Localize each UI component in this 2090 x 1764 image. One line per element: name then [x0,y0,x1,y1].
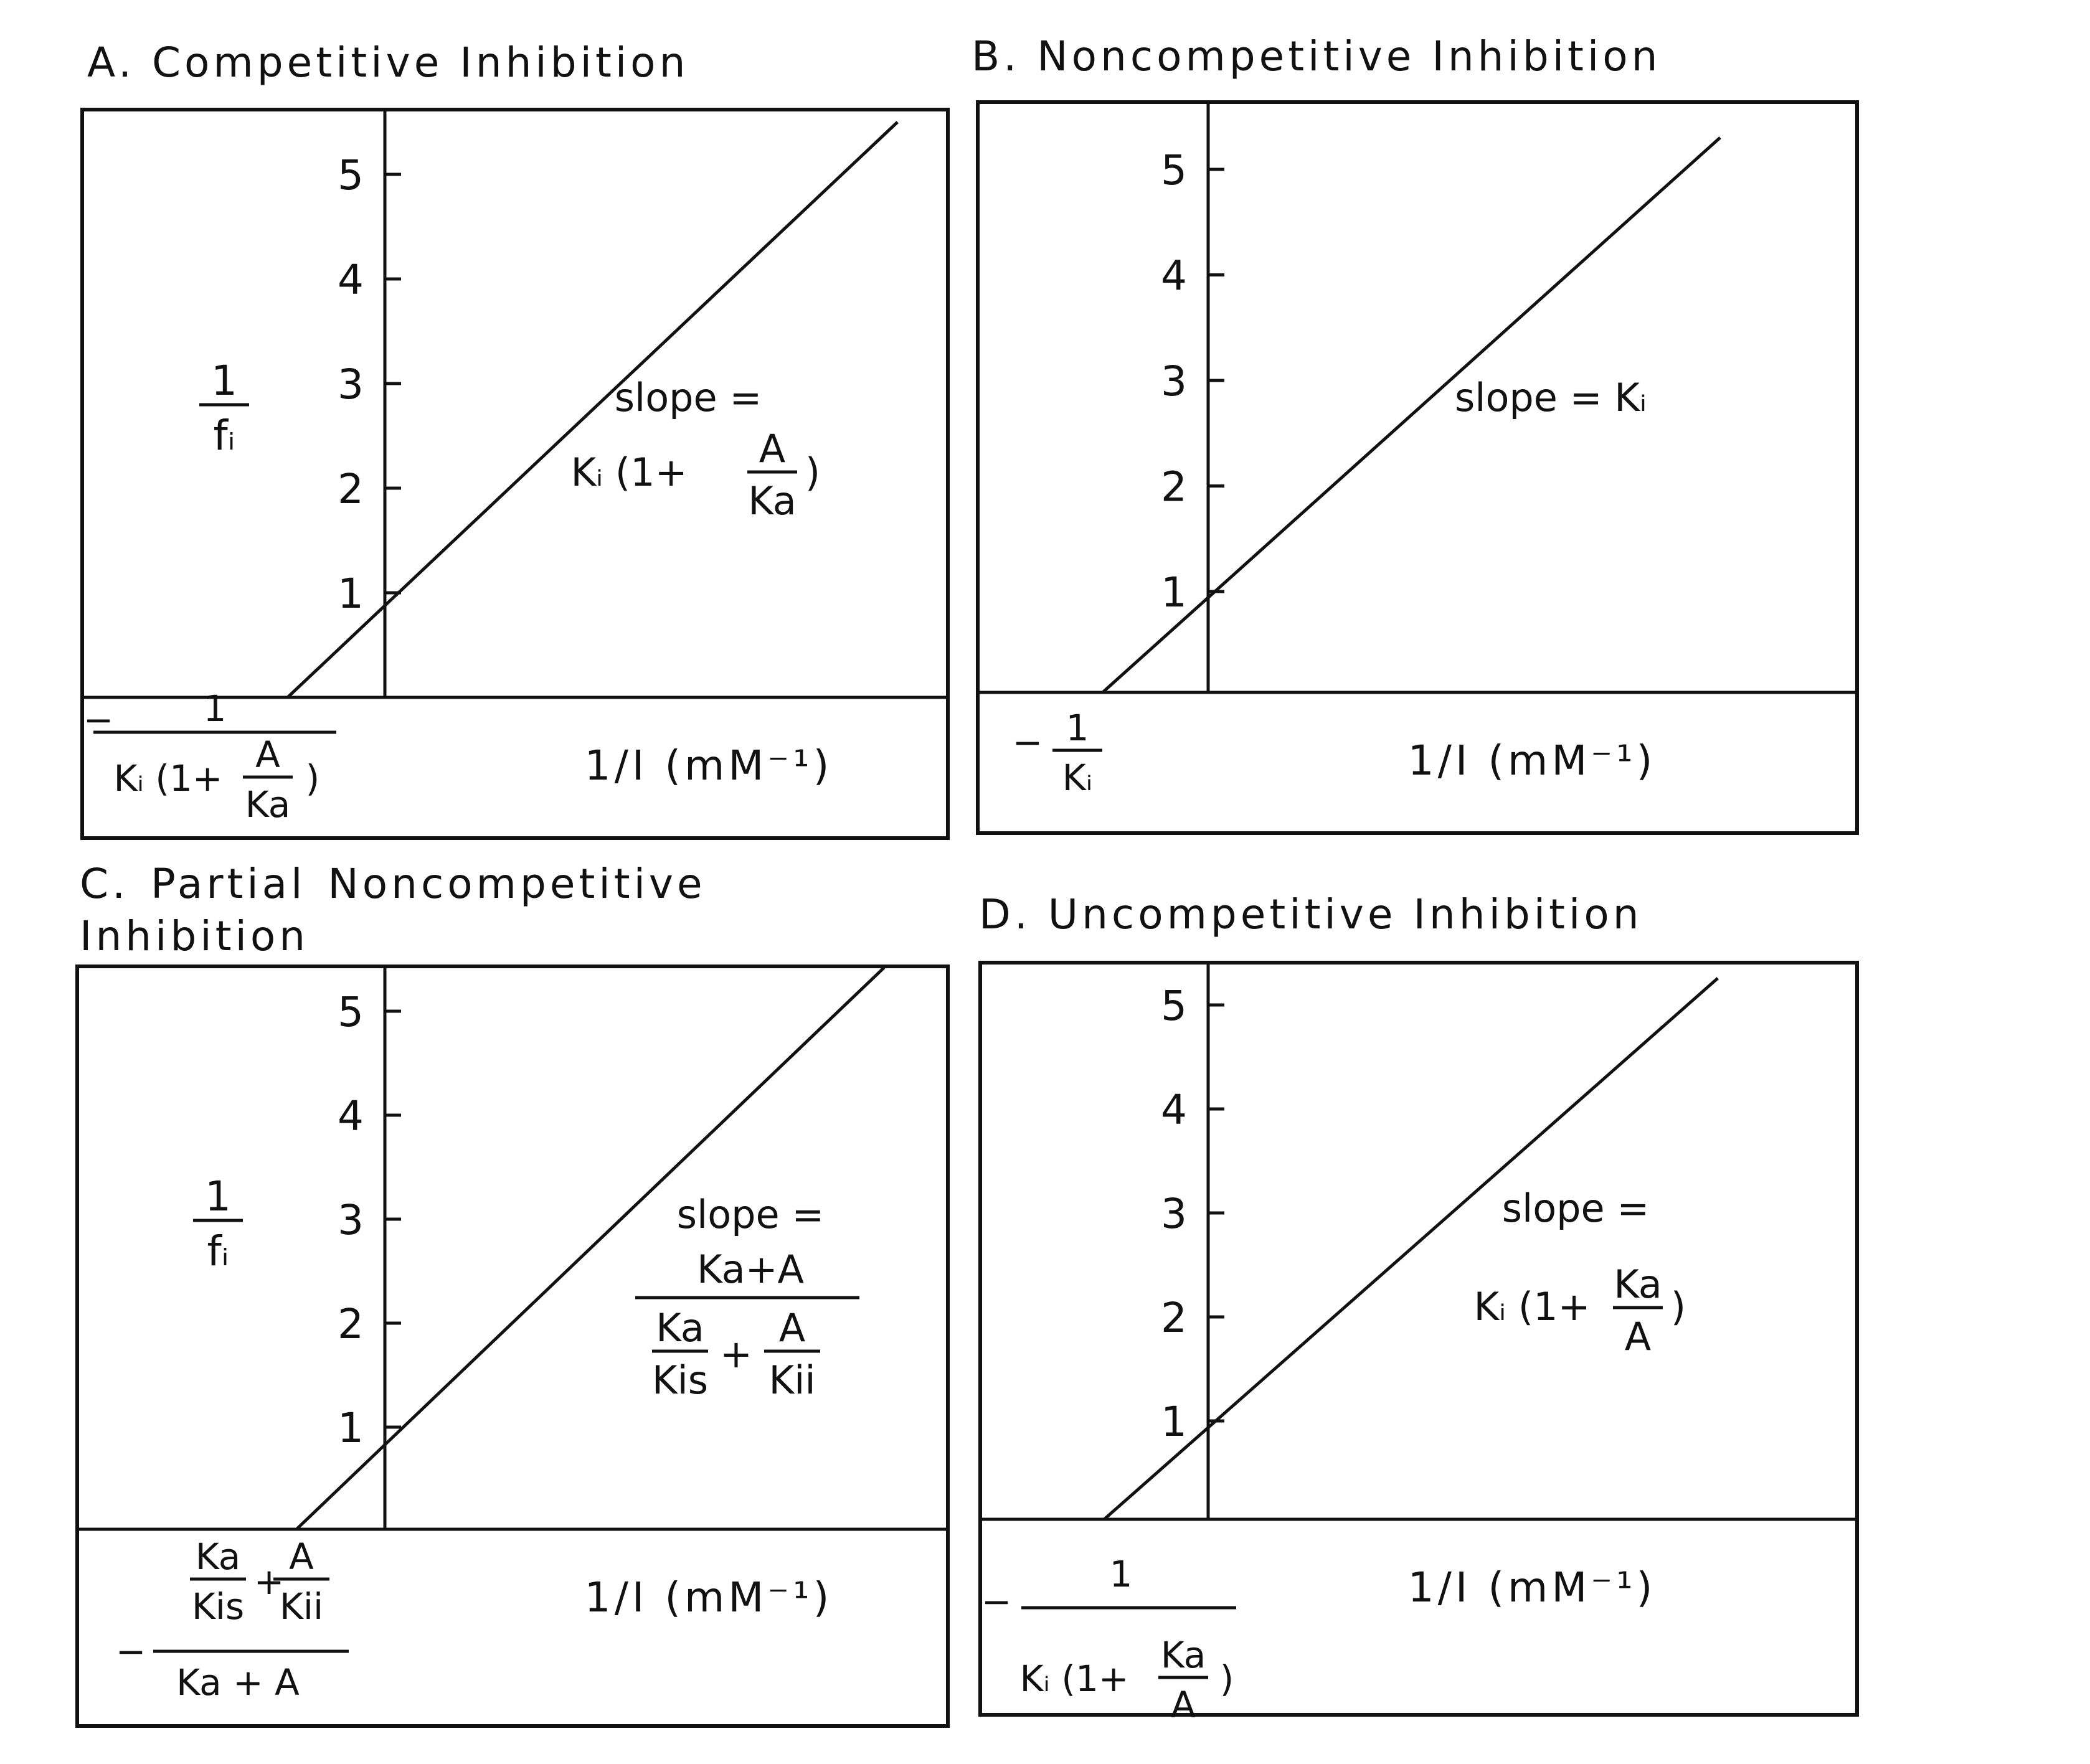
panel-0-y-axis-label-frac-num: 1 [211,357,237,405]
panel-2-xint-num-b-num: A [289,1535,314,1578]
panel-2-y-axis-label-frac-den: fᵢ [207,1227,229,1275]
panel-1-x-axis-label: 1/I (mM⁻¹) [1407,737,1657,785]
panel-2-slope-den-a-num: Ka [656,1305,704,1351]
panel-0-slope-close: ) [805,450,821,495]
panel-2-xint-plus: + [253,1560,285,1603]
panel-2-slope-plus: + [720,1331,752,1377]
panel-3-xint-num: 1 [1109,1553,1133,1595]
panel-0-slope-frac-den: Ka [748,478,797,524]
panel-2-xint-num-a-den: Kis [191,1585,245,1628]
panel-0-slope-ki: Kᵢ (1+ [570,450,688,495]
panel-2-ytick-label-4: 4 [338,1092,364,1140]
panel-3-xint-close: ) [1219,1658,1234,1700]
panel-c-title-text: C. Partial Noncompetitive Inhibition [80,860,706,960]
panel-0-ytick-label-2: 2 [338,465,364,513]
panel-1-frame [978,102,1857,833]
panel-0-slope-label: slope = [614,375,762,420]
panel-1-xint-frac-den: Kᵢ [1062,757,1093,799]
panel-2-xint-num-a-num: Ka [195,1535,241,1578]
panel-3-slope-label: slope = [1501,1186,1650,1231]
panel-3-ytick-label-1: 1 [1161,1398,1187,1446]
panel-3-xint-frac-num: Ka [1160,1634,1206,1676]
panel-1-ytick-label-1: 1 [1161,568,1187,616]
panel-1-ytick-label-4: 4 [1161,252,1187,300]
panel-0-slope-frac-num: A [759,426,786,471]
panel-0-xint-frac-den: Ka [245,783,291,826]
panel-d-title: D. Uncompetitive Inhibition [979,890,1643,938]
panel-0-ytick-label-3: 3 [338,361,364,408]
panel-3-ytick-label-3: 3 [1161,1190,1187,1238]
panel-3-xint-frac-den: A [1171,1684,1196,1726]
panel-1-slope-label: slope = Kᵢ [1454,375,1647,420]
panel-3-data-line [1104,978,1718,1519]
panel-3-slope-frac-num: Ka [1614,1262,1662,1307]
panel-3-ytick-label-4: 4 [1161,1086,1187,1134]
panel-2-xint-num-b-den: Kii [279,1585,324,1628]
panel-0-ytick-label-1: 1 [338,570,364,618]
panel-2-slope-den-a-den: Kis [651,1357,709,1403]
panel-1-ytick-label-2: 2 [1161,463,1187,511]
panel-2-ytick-label-3: 3 [338,1196,364,1244]
panel-2-ytick-label-1: 1 [338,1404,364,1452]
panel-2-x-axis-label: 1/I (mM⁻¹) [584,1573,833,1621]
panel-3-slope-frac-den: A [1624,1314,1652,1359]
panel-2-slope-den-b-den: Kii [768,1357,816,1403]
panel-2-y-axis-label-frac-num: 1 [205,1172,231,1220]
panel-3-xint-minus: − [981,1580,1012,1623]
panel-0-xint-close: ) [305,757,320,799]
panel-3-slope-ki: Kᵢ (1+ [1473,1284,1591,1329]
panel-2-slope-den-b-num: A [778,1305,806,1351]
panel-a-title: A. Competitive Inhibition [87,39,689,87]
panel-0-ytick-label-4: 4 [338,256,364,304]
panel-3-ytick-label-2: 2 [1161,1294,1187,1342]
panel-0-xint-ki: Kᵢ (1+ [113,757,223,799]
panel-2-xint-minus: − [115,1630,146,1672]
panel-c-title [80,858,852,963]
panel-2-slope-label: slope = [676,1192,825,1237]
panel-0-xint-frac-num: A [255,733,280,776]
panel-2-xint-den: Ka + A [176,1661,300,1704]
panel-0-xint-num: 1 [203,687,227,730]
panel-3-x-axis-label: 1/I (mM⁻¹) [1407,1564,1657,1611]
panel-3-xint-ki: Kᵢ (1+ [1019,1658,1129,1700]
panel-2-ytick-label-5: 5 [338,988,364,1036]
panel-0-x-axis-label: 1/I (mM⁻¹) [584,742,833,790]
panel-3-slope-close: ) [1670,1284,1686,1329]
panel-1-xint-minus: − [1012,721,1043,763]
panel-1-ytick-label-5: 5 [1161,146,1187,194]
panel-2-slope-num: Ka+A [697,1247,804,1292]
panel-1-ytick-label-3: 3 [1161,357,1187,405]
panel-0-ytick-label-5: 5 [338,151,364,199]
panel-b-title: B. Noncompetitive Inhibition [972,32,1662,80]
panel-1-xint-frac-num: 1 [1066,707,1089,749]
panel-0-y-axis-label-frac-den: fᵢ [213,412,235,460]
panel-3-ytick-label-5: 5 [1161,982,1187,1030]
panel-2-ytick-label-2: 2 [338,1300,364,1348]
panel-0-data-line [288,122,897,697]
panel-0-xint-minus: − [83,699,114,741]
